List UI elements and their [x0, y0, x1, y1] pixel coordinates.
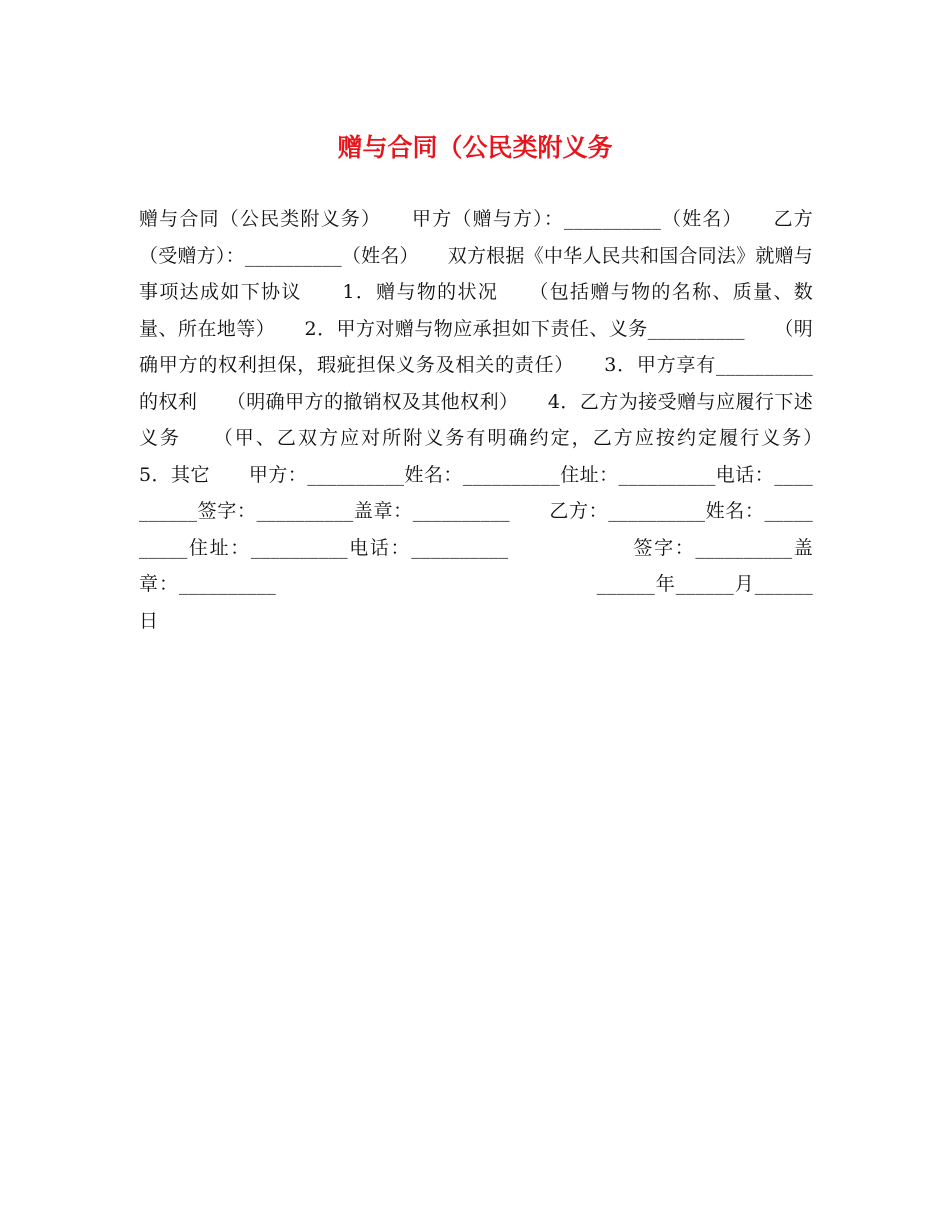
contract-body: 赠与合同（公民类附义务） 甲方（赠与方）：__________（姓名） 乙方（受赠方）：__________（姓名） 双方根据《中华人民共和国合同法》就赠与事项达成如下协议 1．赠与物的状况 （包括赠与物的名称、质量、数量、所在地等） 2．甲方对赠与物应承担如下责任、义务__________ （明确甲方的权利担保，瑕疵担保义务及相关的责任） 3．甲方享有__________的权利 （明确甲方的撤销权及其他权利） 4．乙方为接受赠与应履行下述义务 （甲、乙双方应对所附义务有明确约定，乙方应按约定履行义务） 5．其它 甲方：__________姓名：__________住址：__________电话：__________签字：__________盖章：__________ 乙方：__________姓名：__________住址：__________电话：__________ 签字：__________盖章：__________ ______年______月______日: [139, 208, 852, 632]
document-title: 赠与合同（公民类附义务: [337, 133, 613, 162]
